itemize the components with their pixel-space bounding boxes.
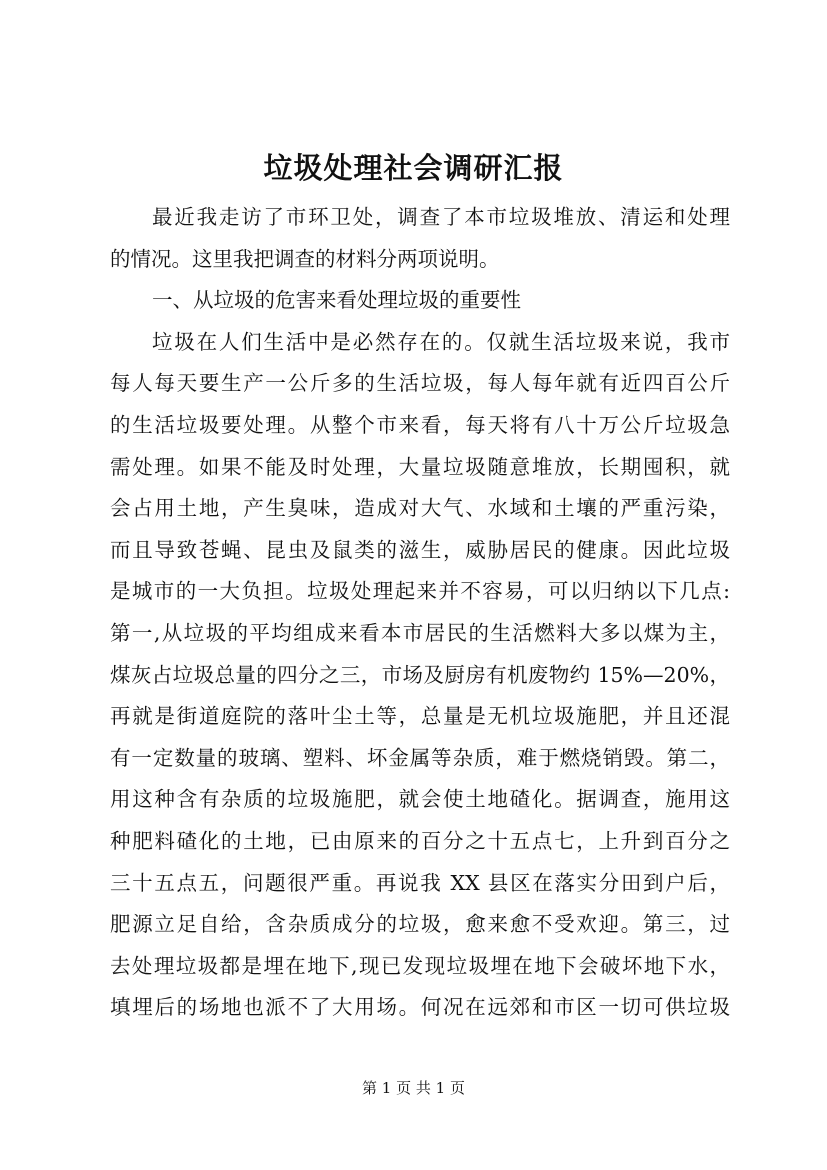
body-line: 填埋后的场地也派不了大用场。何况在远郊和市区一切可供垃圾 [110, 995, 730, 1020]
body-line: 煤灰占垃圾总量的四分之三，市场及厨房有机废物约 15%—20%， [110, 662, 730, 687]
document-body [110, 197, 730, 1029]
body-line: 再就是街道庭院的落叶尘土等，总量是无机垃圾施肥，并且还混 [110, 704, 730, 729]
body-line: 种肥料碴化的土地，已由原来的百分之十五点七，上升到百分之 [110, 828, 730, 853]
body-line: 有一定数量的玻璃、塑料、坏金属等杂质，难于燃烧销毁。第二， [110, 745, 730, 770]
body-line: 垃圾在人们生活中是必然存在的。仅就生活垃圾来说，我市 [152, 329, 730, 354]
body-line: 三十五点五，问题很严重。再说我 XX 县区在落实分田到户后， [110, 870, 730, 895]
body-line: 会占用土地，产生臭味，造成对大气、水域和土壤的严重污染， [110, 496, 730, 521]
body-line: 而且导致苍蝇、昆虫及鼠类的滋生，威胁居民的健康。因此垃圾 [110, 537, 730, 562]
body-line: 去处理垃圾都是埋在地下,现已发现垃圾埋在地下会破坏地下水， [110, 953, 730, 978]
body-line: 的情况。这里我把调查的材料分两项说明。 [110, 246, 500, 271]
body-line: 最近我走访了市环卫处，调查了本市垃圾堆放、清运和处理 [152, 205, 730, 229]
section-heading: 一、从垃圾的危害来看处理垃圾的重要性 [152, 288, 521, 313]
body-line: 用这种含有杂质的垃圾施肥，就会使土地碴化。据调查，施用这 [110, 787, 730, 812]
body-line: 肥源立足自给，含杂质成分的垃圾，愈来愈不受欢迎。第三，过 [110, 912, 730, 937]
body-line: 第一,从垃圾的平均组成来看本市居民的生活燃料大多以煤为主， [110, 620, 730, 645]
body-line: 需处理。如果不能及时处理，大量垃圾随意堆放，长期囤积，就 [110, 454, 730, 479]
body-line: 每人每天要生产一公斤多的生活垃圾，每人每年就有近四百公斤 [110, 371, 730, 396]
page-footer: 第 1 页 共 1 页 [362, 1079, 465, 1097]
body-line: 是城市的一大负担。垃圾处理起来并不容易，可以归纳以下几点: [110, 579, 730, 604]
body-line: 的生活垃圾要处理。从整个市来看，每天将有八十万公斤垃圾急 [110, 412, 730, 437]
document-title: 垃圾处理社会调研汇报 [263, 151, 564, 185]
